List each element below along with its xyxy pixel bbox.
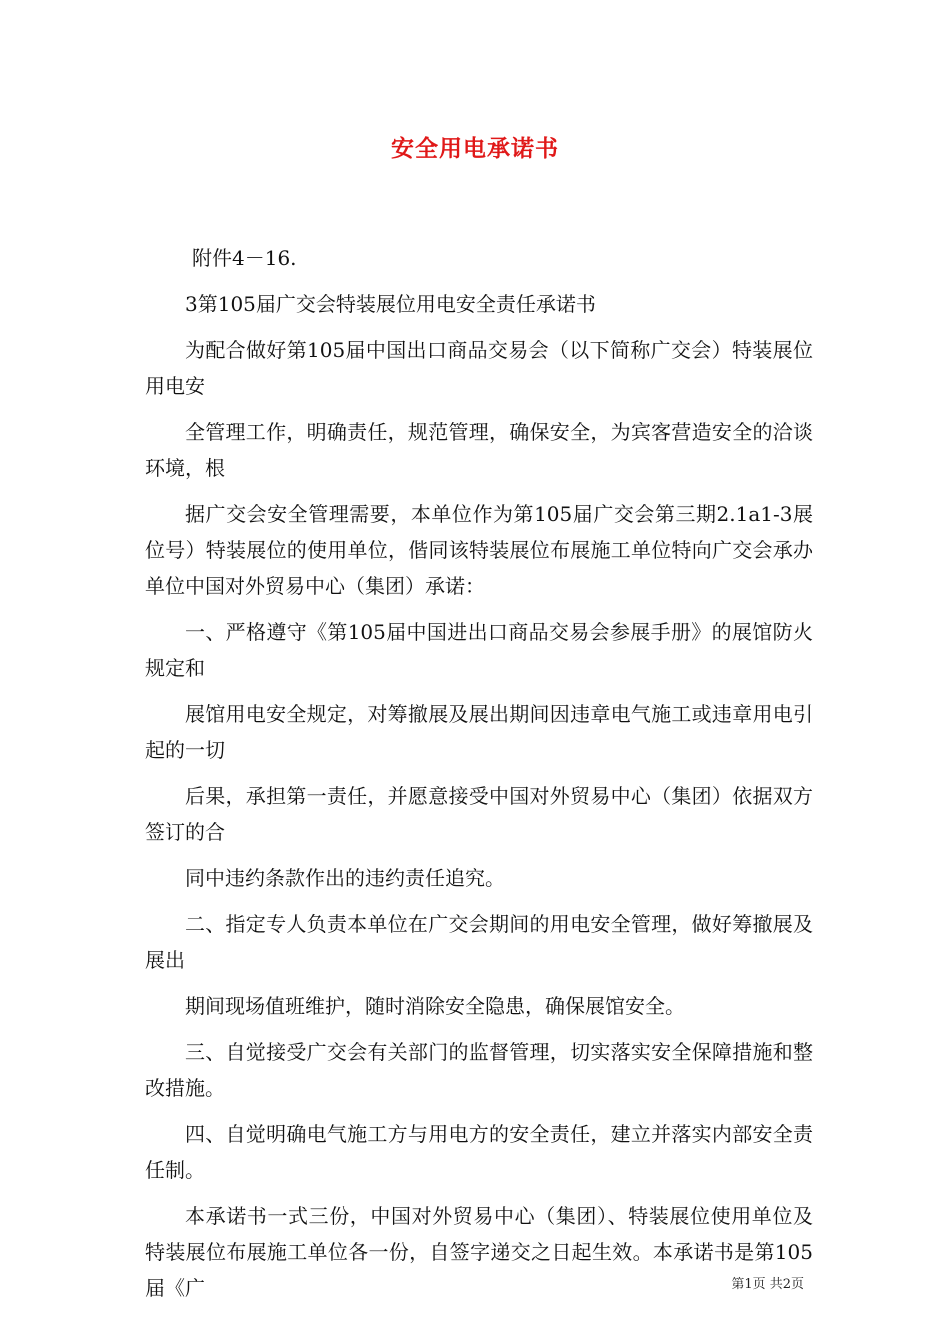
paragraph: 本承诺书一式三份，中国对外贸易中心（集团）、特装展位使用单位及特装展位布展施工单位各一份，自签字递交之日起生效。本承诺书是第105届《广 [145, 1204, 813, 1300]
page-number: 第1页 共2页 [731, 1277, 804, 1292]
paragraph: 三、自觉接受广交会有关部门的监督管理，切实落实安全保障措施和整改措施。 [145, 1040, 813, 1100]
paragraph: 一、严格遵守《第105届中国进出口商品交易会参展手册》的展馆防火规定和 [145, 620, 813, 680]
paragraph: 展馆用电安全规定，对筹撤展及展出期间因违章电气施工或违章用电引起的一切 [145, 702, 813, 762]
paragraph: 3第105届广交会特装展位用电安全责任承诺书 [185, 292, 596, 316]
document-title: 安全用电承诺书 [391, 136, 559, 162]
paragraph: 据广交会安全管理需要，本单位作为第105届广交会第三期2.1a1-3展位号）特装展位的使用单位，偕同该特装展位布展施工单位特向广交会承办单位中国对外贸易中心（集团）承诺： [145, 502, 813, 598]
paragraph: 后果，承担第一责任，并愿意接受中国对外贸易中心（集团）依据双方签订的合 [145, 784, 813, 844]
paragraph: 为配合做好第105届中国出口商品交易会（以下简称广交会）特装展位用电安 [145, 338, 813, 398]
document-body [145, 240, 813, 1316]
paragraph: 同中违约条款作出的违约责任追究。 [185, 866, 505, 890]
paragraph: 二、指定专人负责本单位在广交会期间的用电安全管理，做好筹撤展及展出 [145, 912, 813, 972]
paragraph: 全管理工作，明确责任，规范管理，确保安全，为宾客营造安全的洽谈环境，根 [145, 420, 813, 480]
paragraph: 四、自觉明确电气施工方与用电方的安全责任，建立并落实内部安全责任制。 [145, 1122, 813, 1182]
attachment-number: 附件4－16. [192, 246, 297, 270]
paragraph: 期间现场值班维护，随时消除安全隐患，确保展馆安全。 [185, 994, 685, 1018]
